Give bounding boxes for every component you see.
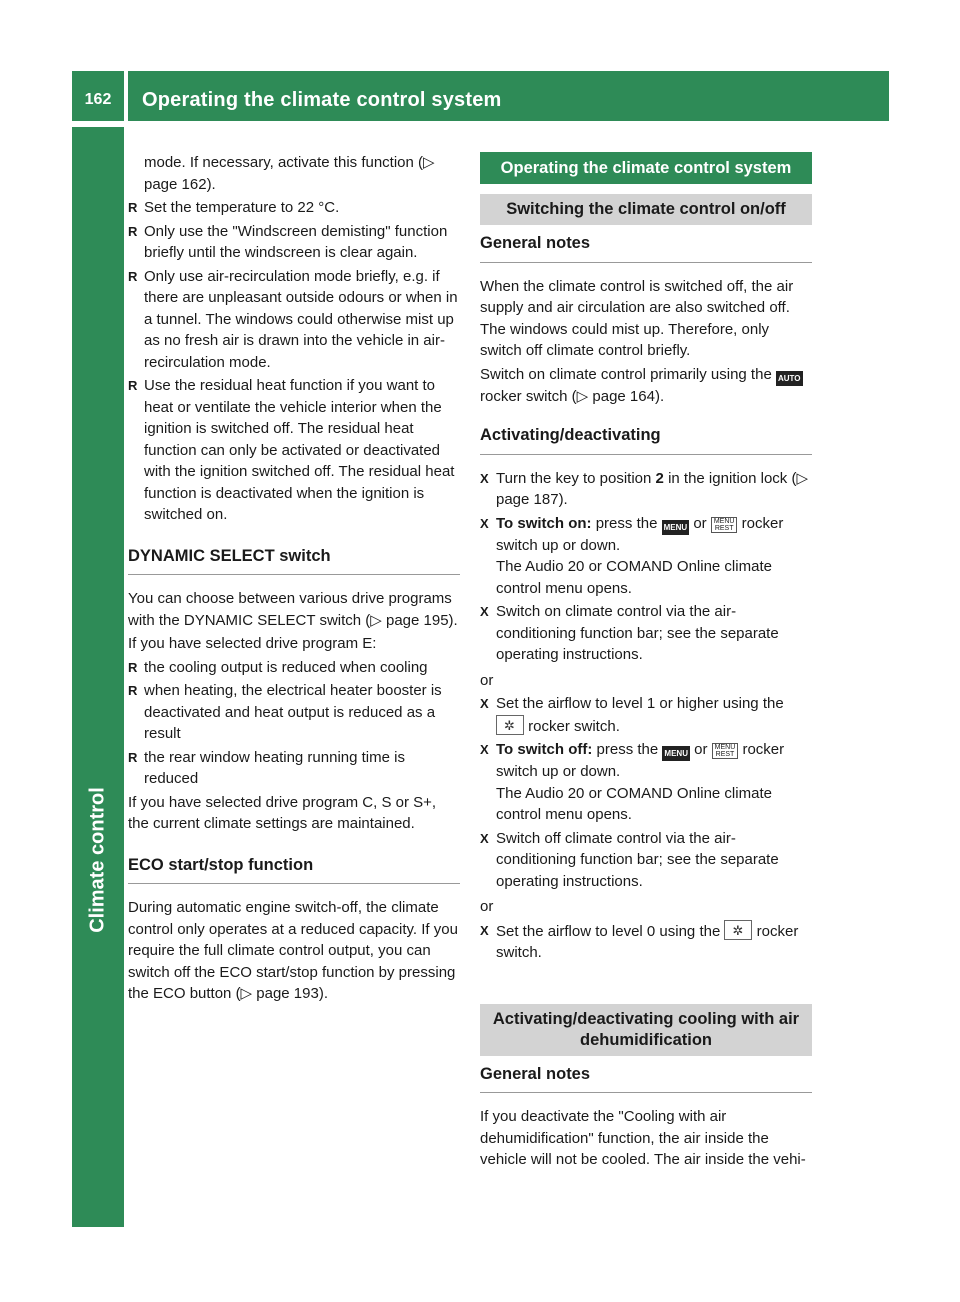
step-item: X Switch on climate control via the air-conditioning function bar; see the separate operating instructions. xyxy=(480,601,812,666)
paragraph: You can choose between various drive programs with the DYNAMIC SELECT switch (▷ page 195). xyxy=(128,590,458,629)
paragraph: If you have selected drive program E: xyxy=(128,635,377,652)
heading-general-notes-2: General notes xyxy=(480,1064,812,1094)
chapter-label: Climate control xyxy=(86,787,109,933)
auto-button-icon: AUTO xyxy=(776,371,803,386)
or-separator: or xyxy=(480,671,494,689)
paragraph: During automatic engine switch-off, the climate control only operates at a reduced capacity. If you require the full climate control output, you can switch off the ECO start/stop function by pressing the ECO button (▷ page 193). xyxy=(128,899,458,1002)
section-heading-eco: ECO start/stop function xyxy=(128,855,460,885)
step-item: X Switch off climate control via the air-conditioning function bar; see the separate operating instructions. xyxy=(480,828,812,893)
step-item: X To switch on: press the MENU or MENU REST rocker switch up or down. The Audio 20 or COMAND Online climate control menu opens. xyxy=(480,513,812,600)
list-item: R the cooling output is reduced when cooling xyxy=(128,657,460,679)
menu-button-icon: MENU xyxy=(662,746,690,761)
section-heading-dynamic-select: DYNAMIC SELECT switch xyxy=(128,546,460,576)
fan-off-icon xyxy=(724,920,752,940)
subsection-band-cooling: Activating/deactivating cooling with air dehumidification xyxy=(480,1004,812,1056)
left-column xyxy=(128,152,460,1005)
page-title: Operating the climate control system xyxy=(142,89,502,111)
section-band-operating: Operating the climate control system xyxy=(480,152,812,184)
paragraph: Switch on climate control primarily using the AUTO rocker switch (▷ page 164). xyxy=(480,365,801,405)
list-item: R Only use the "Windscreen demisting" function briefly until the windscreen is clear again. xyxy=(128,221,460,264)
heading-activating-deactivating: Activating/deactivating xyxy=(480,425,812,455)
step-item: X Set the airflow to level 0 using the ✲ rocker switch. xyxy=(480,920,812,964)
menu-rest-button-icon: MENU REST xyxy=(712,743,739,759)
paragraph: If you have selected drive program C, S or S+, the current climate settings are maintained. xyxy=(128,793,437,832)
page-number: 162 xyxy=(84,91,112,108)
chapter-side-tab xyxy=(72,127,124,1227)
intro-text: mode. If necessary, activate this function (▷ page 162). xyxy=(144,154,435,193)
menu-button-icon: MENU xyxy=(662,520,690,535)
heading-general-notes: General notes xyxy=(480,233,812,263)
list-item: R when heating, the electrical heater booster is deactivated and heat output is reduced as a result xyxy=(128,680,460,745)
paragraph: If you deactivate the "Cooling with air dehumidification" function, the air inside the vehicle will not be cooled. The air inside the vehi- xyxy=(480,1108,806,1168)
list-item: R Set the temperature to 22 °C. xyxy=(128,197,460,219)
page-header xyxy=(72,71,889,121)
list-item: R the rear window heating running time is reduced xyxy=(128,747,460,790)
step-item: X To switch off: press the MENU or MENU REST rocker switch up or down. The Audio 20 or COMAND Online climate control menu opens. xyxy=(480,739,812,826)
step-item: X Turn the key to position 2 in the ignition lock (▷ page 187). xyxy=(480,468,812,511)
right-column xyxy=(480,152,812,1171)
step-item: X Set the airflow to level 1 or higher using the ✲ rocker switch. xyxy=(480,693,812,737)
menu-rest-button-icon: MENU REST xyxy=(711,517,738,533)
fan-off-icon xyxy=(496,715,524,735)
list-item: R Use the residual heat function if you want to heat or ventilate the vehicle interior when the ignition is switched off. The residual heat function can only be activated or deactivated with the ignition switched off. The residual heat function is deactivated when the ignition is switched on. xyxy=(128,375,460,526)
or-separator: or xyxy=(480,898,494,915)
header-divider xyxy=(124,71,128,121)
subsection-band-on-off: Switching the climate control on/off xyxy=(480,194,812,225)
paragraph: When the climate control is switched off, the air supply and air circulation are also switched off. The windows could mist up. Therefore, only switch off climate control briefly. xyxy=(480,277,794,359)
list-item: R Only use air-recirculation mode briefly, e.g. if there are unpleasant outside odours or when in a tunnel. The windows could otherwise mist up as no fresh air is drawn into the vehicle in air-recirculation mode. xyxy=(128,266,460,374)
